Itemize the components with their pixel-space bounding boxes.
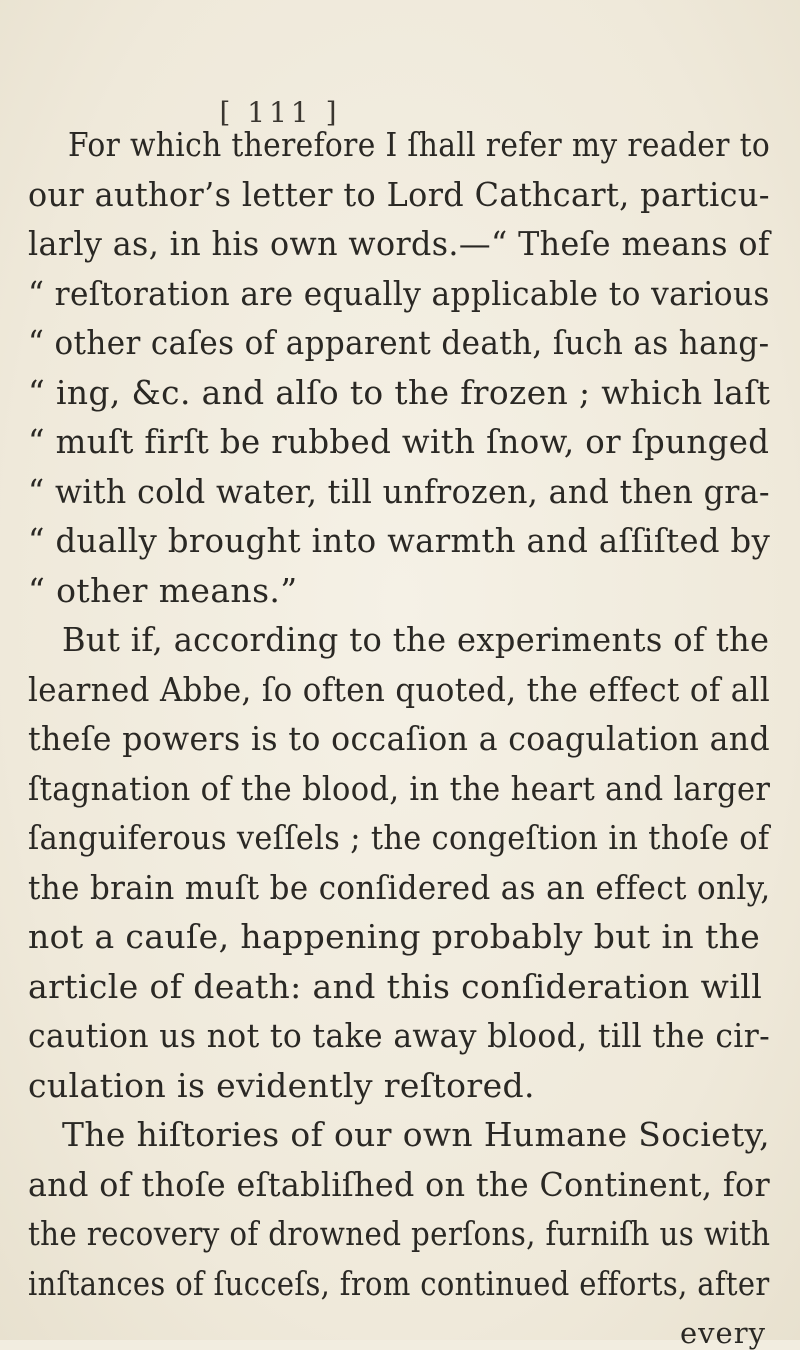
text-line: The hiſtories of our own Humane Society, xyxy=(62,1115,771,1154)
text-line: “ with cold water, till unfrozen, and then gra- xyxy=(28,471,770,511)
text-line: and of thoſe eſtabliſhed on the Continent, for xyxy=(28,1164,771,1204)
text-line: inſtances of ſucceſs, from continued efforts, after xyxy=(28,1263,770,1303)
text-line: the brain muſt be conſidered as an effect only, xyxy=(28,867,771,907)
page-number: [ 111 ] xyxy=(219,96,341,129)
text-line: culation is evidently reſtored. xyxy=(28,1065,535,1105)
text-line: not a cauſe, happening probably but in the xyxy=(28,917,761,956)
text-line: “ muſt firſt be rubbed with ſnow, or ſpunged xyxy=(28,422,770,461)
text-line: article of death: and this conſideration will xyxy=(28,966,763,1006)
text-line: “ reſtoration are equally applicable to various xyxy=(28,273,770,313)
text-line: theſe powers is to occaſion a coagulation and xyxy=(28,719,771,758)
text-line: “ other means.” xyxy=(28,570,298,610)
text-line: “ ing, &c. and alſo to the frozen ; which laſt xyxy=(28,372,771,412)
text-line: our author’s letter to Lord Cathcart, particu- xyxy=(28,174,770,214)
text-line: For which therefore I ſhall refer my reader to xyxy=(68,125,771,164)
text-line: caution us not to take away blood, till the cir- xyxy=(28,1016,771,1055)
text-line: “ other caſes of apparent death, ſuch as hang- xyxy=(28,323,770,362)
text-line: learned Abbe, ſo often quoted, the effect of all xyxy=(28,669,771,709)
text-line: the recovery of drowned perſons, furniſh us with xyxy=(28,1214,771,1253)
text-line: “ dually brought into warmth and aſſiſted by xyxy=(28,521,771,560)
text-line: ſanguiferous veſſels ; the congeſtion in thoſe of xyxy=(28,818,770,857)
catchword: every xyxy=(680,1316,766,1350)
text-line: But if, according to the experiments of the xyxy=(62,620,770,659)
text-line: larly as, in his own words.—“ Theſe means of xyxy=(28,224,771,263)
text-line: ſtagnation of the blood, in the heart and larger xyxy=(28,768,771,808)
